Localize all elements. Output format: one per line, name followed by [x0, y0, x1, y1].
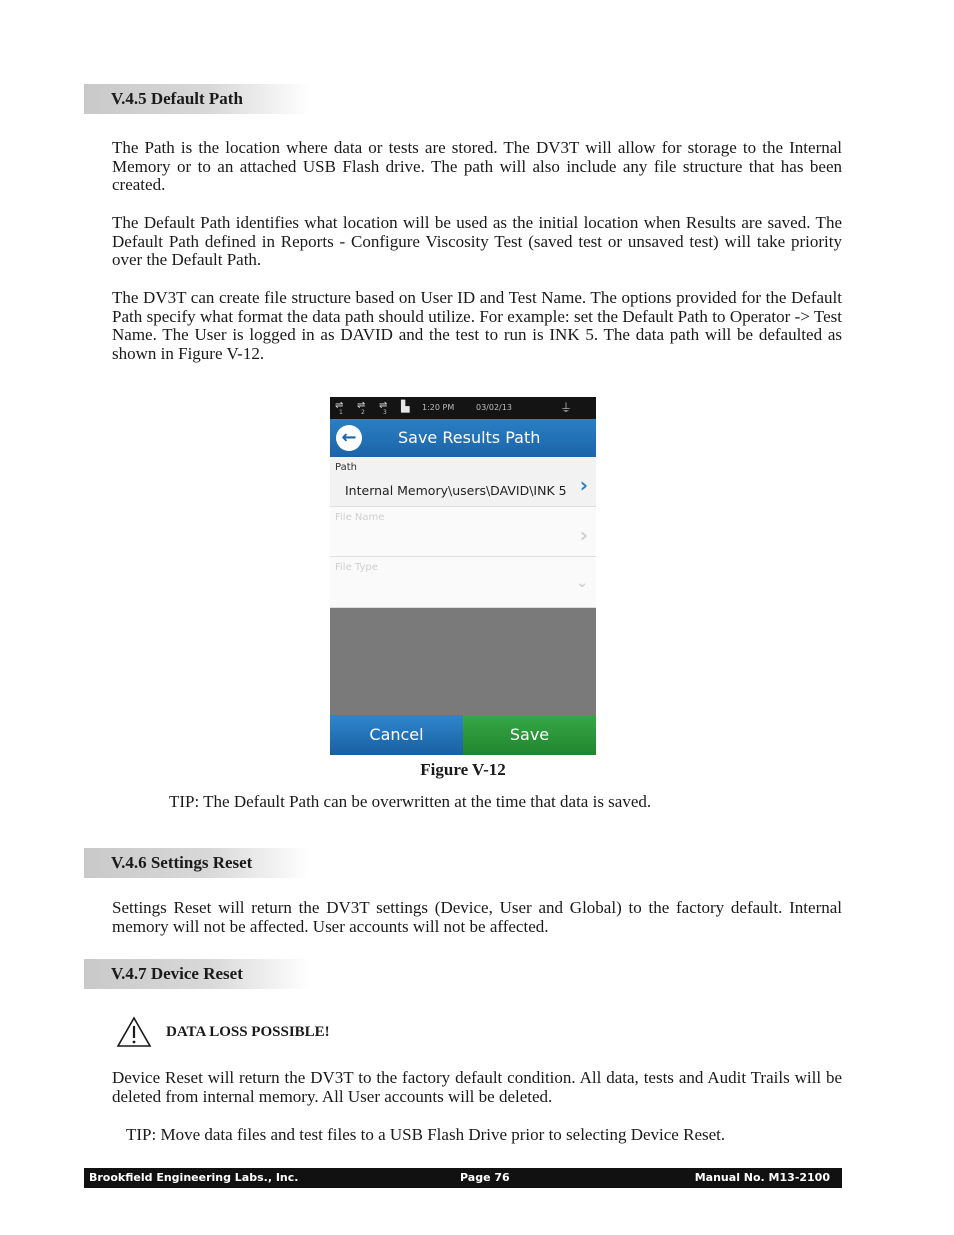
tip-default-path: TIP: The Default Path can be overwritten at the time that data is saved.: [169, 792, 652, 811]
path-value: Internal Memory\users\DAVID\INK 5: [345, 483, 567, 498]
chevron-right-icon: ›: [579, 473, 588, 497]
back-arrow-icon[interactable]: ←: [336, 425, 362, 451]
footer-company: Brookfield Engineering Labs., Inc.: [89, 1171, 299, 1184]
usb-icon: ⇌: [379, 400, 388, 411]
save-button[interactable]: Save: [463, 715, 596, 755]
empty-area: [330, 608, 596, 715]
path-label: Path: [335, 462, 357, 473]
footer-manual-number: Manual No. M13-2100: [694, 1171, 830, 1184]
cancel-button[interactable]: Cancel: [330, 715, 463, 755]
warning-icon: [116, 1016, 152, 1048]
device-screenshot: [330, 397, 596, 755]
paragraph-device-reset: Device Reset will return the DV3T to the factory default condition. All data, tests and Audit Trails will be deleted from internal memory. All User accounts will be deleted.: [112, 1068, 842, 1106]
usb-icon: ⇌: [335, 400, 344, 411]
file-name-row: [330, 507, 596, 557]
usb-port-2: 2: [361, 409, 365, 416]
warning-text: DATA LOSS POSSIBLE!: [166, 1024, 330, 1040]
page-footer: [84, 1168, 842, 1188]
file-type-label: File Type: [335, 562, 378, 573]
usb-icon: ⇌: [357, 400, 366, 411]
figure-caption: Figure V-12: [420, 760, 506, 779]
file-type-row: [330, 557, 596, 608]
file-name-label: File Name: [335, 512, 385, 523]
section-title-settings-reset: V.4.6 Settings Reset: [111, 853, 253, 872]
screen-title: Save Results Path: [398, 428, 541, 447]
status-bar: [330, 397, 596, 419]
section-title-device-reset: V.4.7 Device Reset: [111, 964, 243, 983]
status-date: 03/02/13: [476, 403, 512, 412]
status-time: 1:20 PM: [422, 403, 455, 412]
paragraph-default-path-usage: The Default Path identifies what location will be used as the initial location when Results are saved. The Default Path defined in Reports - Configure Viscosity Test (saved test or unsaved test) will take priority over the Default Path.: [112, 213, 842, 270]
section-title-default-path: V.4.5 Default Path: [111, 89, 243, 108]
path-row[interactable]: [330, 457, 596, 507]
paragraph-file-structure: The DV3T can create file structure based on User ID and Test Name. The options provided for the Default Path specify what format the data path should utilize. For example: set the Default Path to Operator -> Test Name. The User is logged in as DAVID and the test to run is INK 5. The data path will be defaulted as shown in Figure V-12.: [112, 288, 842, 364]
printer-icon: ▙: [401, 400, 410, 413]
chevron-right-icon: ›: [579, 523, 588, 547]
usb-port-1: 1: [339, 409, 343, 416]
title-bar: [330, 419, 596, 457]
tip-device-reset: TIP: Move data files and test files to a USB Flash Drive prior to selecting Device Reset.: [126, 1125, 726, 1144]
paragraph-settings-reset: Settings Reset will return the DV3T settings (Device, User and Global) to the factory default. Internal memory will not be affected. User accounts will not be affected.: [112, 898, 842, 936]
paragraph-path-definition: The Path is the location where data or tests are stored. The DV3T will allow for storage to the Internal Memory or to an attached USB Flash drive. The path will also include any file structure that has been created.: [112, 138, 842, 195]
usb-port-3: 3: [383, 409, 387, 416]
footer-page-number: Page 76: [460, 1171, 510, 1184]
network-icon: ⏚: [560, 401, 573, 415]
chevron-down-icon: ⌄: [576, 575, 588, 591]
